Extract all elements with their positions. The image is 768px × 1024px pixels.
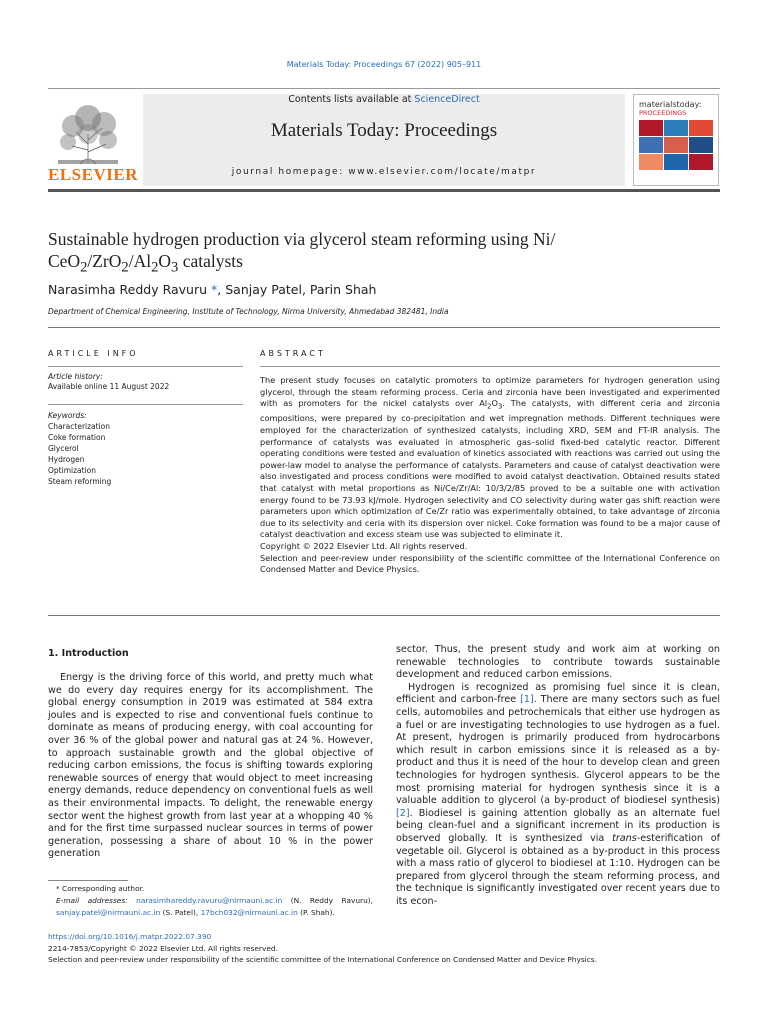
cover-title-1: materialstoday: [639, 100, 702, 109]
intro-paragraph-1: Energy is the driving force of this world, and pretty much what we do every day requires energy for its accomplishment. The global energy consumption in 2019 was estimated at 584 extra joules and is expected to rise and conventional fuels continue to dominate as means of producing energy, with coal accounting for over 36 % of the global power and natural gas at 24 %. However, to approach sustainable growth and the global objective of reducing carbon emissions, the focus is shifting towards exploring renewable sources of energy that would object to meet increasing energy demands, reduce dependency on conventional fuels as well as their environmental impacts. To delight, the renewable energy sector went the highest growth from last year at a whopping 40 % and for the first time surpassed nuclear sources in terms of power generation, possessing a share of about 10 % in the power generation [48, 672, 373, 860]
citation-ref-2[interactable]: [2] [396, 807, 410, 819]
keyword-item: Steam reforming [48, 477, 112, 486]
abstract-bottom-divider [48, 615, 720, 616]
email-addresses: E-mail addresses: narasimhareddy.ravuru@nirmauni.ac.in (N. Reddy Ravuru), sanjay.patel@nirmauni.ac.in (S. Patel), 17bch032@nirmauni.ac.in (P. Shah). [56, 896, 373, 917]
abstract-copyright: Copyright © 2022 Elsevier Ltd. All rights reserved. [260, 540, 468, 551]
author-list-rest: , Sanjay Patel, Parin Shah [217, 282, 377, 297]
article-info-divider [48, 366, 243, 367]
body-column-right [396, 644, 720, 908]
footnotes [48, 883, 373, 919]
contents-line [143, 94, 625, 105]
corresponding-author-mark[interactable]: * [207, 282, 218, 297]
history-label: Article history: [48, 372, 103, 381]
article-title-line2: $CeO_2/ZrO_2/Al_2O_3$ catalysts [48, 251, 243, 276]
homepage-prefix: journal homepage: [231, 167, 349, 177]
body-column-left [48, 672, 373, 861]
journal-citation[interactable]: Materials Today: Proceedings 67 (2022) 905–911 [286, 60, 482, 69]
abstract-divider [260, 366, 720, 367]
article-title-line1: Sustainable hydrogen production via glycerol steam reforming using Ni/ [48, 229, 556, 249]
issn-copyright: 2214-7853/Copyright © 2022 Elsevier Ltd. All rights reserved. [48, 943, 278, 953]
abstract-body [260, 375, 720, 576]
elsevier-wordmark: ELSEVIER [48, 165, 138, 184]
intro-paragraph-2: Hydrogen is recognized as promising fuel since it is clean, efficient and carbon-free [1]. There are many sectors such as fuel cells, automobiles and petrochemicals that either use hydrogen as a fuel or are investigating technologies to use hydrogen as a fuel. At present, hydrogen is primarily produced from hydrocarbons which result in carbon emissions since it is released as a by-product and thus it is need of the hour to develop clean and green technologies for hydrogen synthesis. Glycerol appears to be the most promising material for hydrogen synthesis since it is a valuable addition to glycerol (a by-product of biodiesel synthesis) [2]. Biodiesel is gaining attention globally as an alternate fuel being clean-fuel and a significant increment in its production is observed globally. It is synthesized via trans-esterification of vegetable oil. Glycerol is obtained as a by-product in this process with a mass ratio of glycerol to biodiesel at 1:10. Hydrogen can be prepared from glycerol through the steam reforming process, and the technique is significantly investigated over recent years due to its econ- [396, 681, 720, 907]
sciencedirect-link[interactable]: ScienceDirect [414, 94, 480, 105]
email-link[interactable]: 17bch032@nirmauni.ac.in [200, 908, 298, 917]
keyword-item: Coke formation [48, 433, 106, 442]
header-thick-divider [48, 189, 720, 192]
cover-title-2: PROCEEDINGS [639, 109, 687, 117]
keyword-item: Characterization [48, 422, 111, 431]
footnote-divider [48, 880, 128, 881]
journal-homepage [143, 167, 625, 177]
keywords-list [48, 410, 111, 487]
homepage-link[interactable]: www.elsevier.com/locate/matpr [348, 167, 537, 177]
title-divider [48, 327, 720, 328]
article-info-label: ARTICLE INFO [48, 349, 139, 358]
keywords-divider [48, 404, 243, 405]
affiliation: Department of Chemical Engineering, Institute of Technology, Nirma University, Ahmedabad 382481, India [48, 307, 449, 316]
footer-peer-review: Selection and peer-review under responsibility of the scientific committee of the International Conference on Condensed Matter and Device Physics. [48, 955, 597, 964]
intro-paragraph-continued: sector. Thus, the present study and work aim at working on renewable technologies to contribute towards sustainable development and reduced carbon emissions. [396, 644, 720, 681]
keyword-item: Optimization [48, 466, 96, 475]
email-link[interactable]: sanjay.patel@nirmauni.ac.in [56, 908, 161, 917]
keywords-label: Keywords: [48, 411, 87, 420]
author-ravuru[interactable]: Narasimha Reddy Ravuru [48, 282, 208, 297]
keyword-item: Hydrogen [48, 455, 85, 464]
section-heading-introduction: 1. Introduction [48, 648, 129, 659]
corresponding-author-note: * Corresponding author. [56, 884, 145, 893]
abstract-peer-review: Selection and peer-review under responsibility of the scientific committee of the International Conference on Condensed Matter and Device Physics. [260, 552, 720, 575]
article-history [48, 372, 169, 392]
author-list [48, 282, 376, 297]
contents-prefix: Contents lists available at [288, 94, 415, 105]
keyword-item: Glycerol [48, 444, 79, 453]
abstract-paragraph: The present study focuses on catalytic promoters to optimize parameters for hydrogen generation using glycerol, through the steam reforming process. Ceria and zirconia have been investigated and experimented with as promoters for the nickel catalysts over $Al_2O_3$. The catalysts, with different ceria and zirconia compositions, were prepared by co-precipitation and wet impregnation methods. Different techniques were employed for the characterization of synthesized catalysts, including XRD, SEM and FT-IR analysis. The performance of catalysts was evaluated in atmospheric gas–solid fixed-bed catalytic reactor. Different operating conditions were tested and evaluation of kinetics associated with reactions was carried out using the power-law model to analyse the performance of catalysts. Parameters and cause of catalyst deactivation were also investigated and process conditions were modified to avoid catalyst deactivation. Obtained results stated that catalyst with metal proportions as Ni/Ce/Zr/Al: 10/3/2/85 proved to be a suitable one with activation energy found to be 73.93 kJ/mole. Hydrogen selectivity and CO selectivity during water gas shift reaction were parameters upon which optimization of Ce/Zr ratio was experimentally obtained, to take advantage of zirconia due to its selectivity and ceria with its dispersion over nickel. Coke formation was found to be a major cause of catalyst deactivation and excess steam use was subjected to eliminate it. [260, 375, 720, 540]
article-title [48, 228, 708, 279]
page-footer [48, 931, 728, 966]
journal-cover-thumbnail[interactable] [633, 94, 719, 186]
history-value: Available online 11 August 2022 [48, 382, 170, 391]
doi-link[interactable]: https://doi.org/10.1016/j.matpr.2022.07.390 [48, 932, 212, 941]
header-divider [48, 88, 720, 89]
citation-ref-1[interactable]: [1] [520, 694, 534, 706]
journal-title: Materials Today: Proceedings [270, 120, 498, 141]
email-link[interactable]: narasimhareddy.ravuru@nirmauni.ac.in [136, 896, 283, 905]
abstract-label: ABSTRACT [260, 349, 326, 358]
